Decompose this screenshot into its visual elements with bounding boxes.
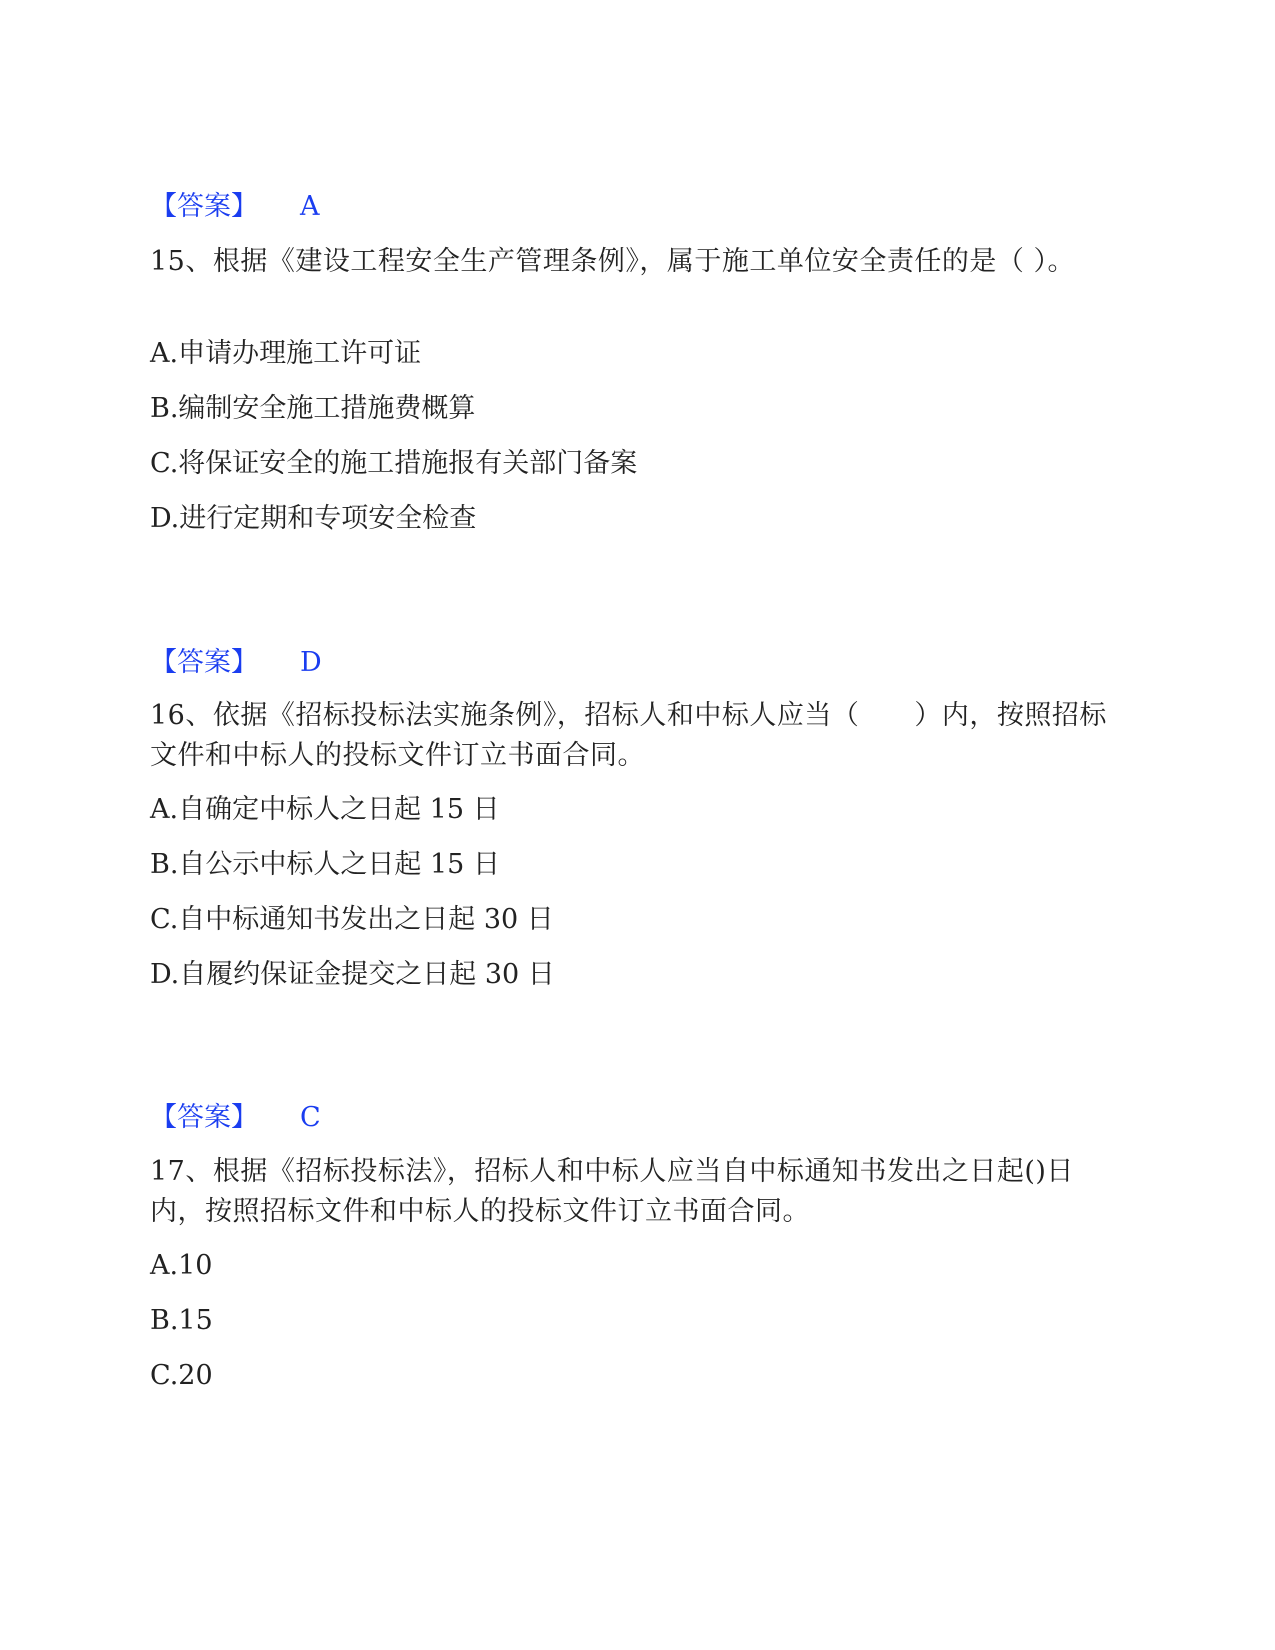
question-17-option-c: C.20 (150, 1360, 213, 1391)
question-15-text: 15、根据《建设工程安全生产管理条例》，属于施工单位安全责任的是（ ）。 (150, 246, 1075, 277)
answer-value: A (300, 191, 320, 222)
question-16-option-c: C.自中标通知书发出之日起 30 日 (150, 904, 554, 935)
answer-label: 【答案】 (150, 191, 258, 222)
question-17-option-b: B.15 (150, 1305, 213, 1336)
question-15-option-d: D.进行定期和专项安全检查 (150, 503, 477, 534)
answer-line (150, 190, 320, 224)
question-15-option-b: B.编制安全施工措施费概算 (150, 393, 476, 424)
answer-line (150, 1101, 321, 1135)
answer-label: 【答案】 (150, 647, 258, 678)
question-16-option-d: D.自履约保证金提交之日起 30 日 (150, 959, 555, 990)
question-16-text: 16、依据《招标投标法实施条例》，招标人和中标人应当（ ）内，按照招标文件和中标人的投标文件订立书面合同。 (150, 700, 1107, 771)
question-16-option-a: A.自确定中标人之日起 15 日 (150, 794, 500, 825)
answer-label: 【答案】 (150, 1102, 258, 1133)
question-15-option-c: C.将保证安全的施工措施报有关部门备案 (150, 448, 638, 479)
question-17-text: 17、根据《招标投标法》，招标人和中标人应当自中标通知书发出之日起()日内，按照招标文件和中标人的投标文件订立书面合同。 (150, 1156, 1074, 1227)
answer-value: C (300, 1102, 321, 1133)
question-15-option-a: A.申请办理施工许可证 (150, 338, 422, 369)
answer-value: D (300, 647, 322, 678)
question-16-option-b: B.自公示中标人之日起 15 日 (150, 849, 500, 880)
answer-line (150, 646, 322, 680)
question-17-option-a: A.10 (150, 1250, 213, 1281)
